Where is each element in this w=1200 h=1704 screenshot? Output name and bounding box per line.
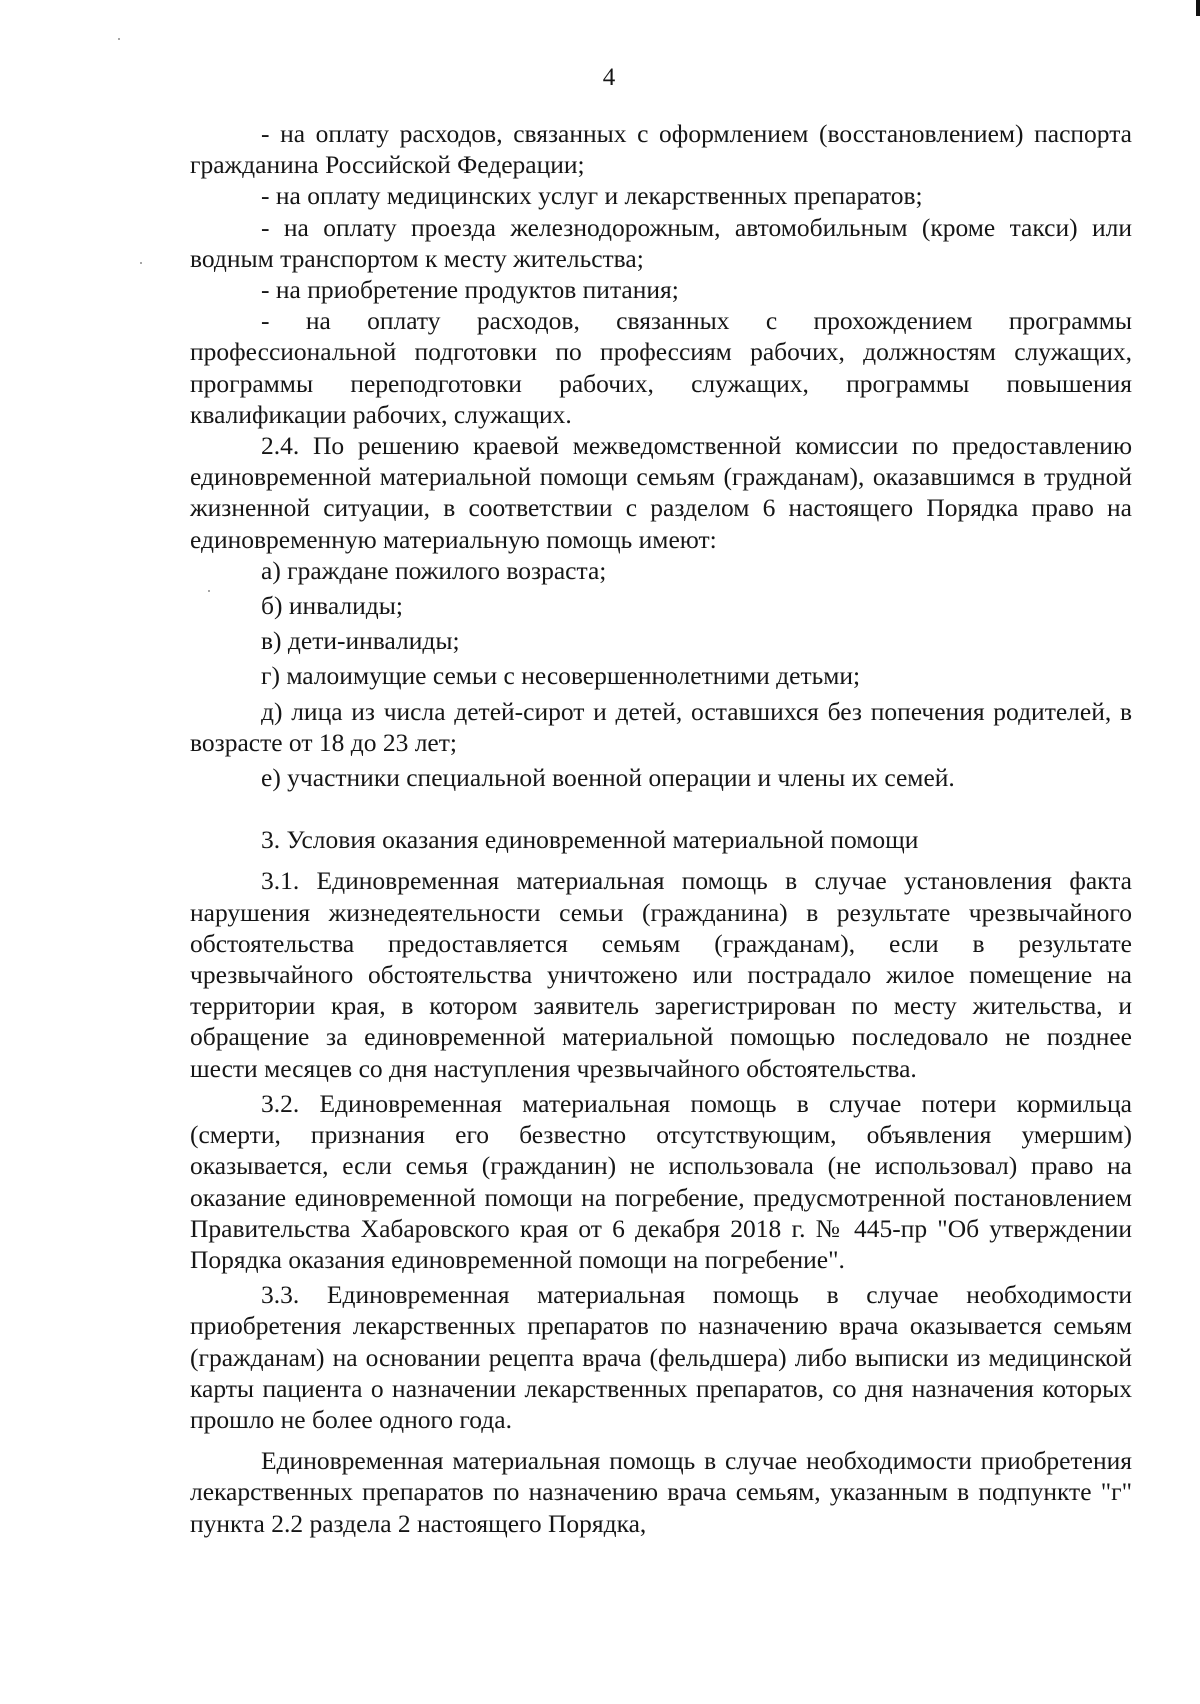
paragraph-3-3: 3.3. Единовременная материальная помощь в случае необходимости приобретения лекарственных препаратов по назначению врача оказывается семьям (гражданам) на основании рецепта врача (фельдшера) либо выписки из медицинской карты пациента о назначении лекарственных препаратов, со дня назначения которых прошло не более одного года. — [190, 1280, 1132, 1434]
list-item-b-disabled: б) инвалиды; — [261, 591, 403, 621]
list-item-a-elderly: а) граждане пожилого возраста; — [261, 555, 607, 585]
list-item-medical-services: - на оплату медицинских услуг и лекарственных препаратов; — [261, 181, 923, 211]
list-item-v-disabled-children: в) дети-инвалиды; — [261, 626, 460, 656]
section-heading-3: 3. Условия оказания единовременной материальной помощи — [261, 825, 919, 855]
list-item-passport-expenses: - на оплату расходов, связанных с оформлением (восстановлением) паспорта гражданина Российской Федерации; — [190, 119, 1132, 180]
paragraph-2-4: 2.4. По решению краевой межведомственной комиссии по предоставлению единовременной материальной помощи семьям (гражданам), оказавшимся в трудной жизненной ситуации, в соответствии с разделом 6 настоящего Порядка право на единовременную материальную помощь имеют: — [190, 431, 1132, 554]
list-item-food-purchase: - на приобретение продуктов питания; — [261, 275, 679, 305]
list-item-g-low-income-families: г) малоимущие семьи с несовершеннолетними детьми; — [261, 661, 861, 691]
document-body — [190, 118, 1132, 1539]
list-item-d-orphans: д) лица из числа детей-сирот и детей, оставшихся без попечения родителей, в возрасте от 18 до 23 лет; — [190, 696, 1132, 757]
list-item-travel-expenses: - на оплату проезда железнодорожным, автомобильным (кроме такси) или водным транспортом к месту жительства; — [190, 212, 1132, 273]
paragraph-3-2: 3.2. Единовременная материальная помощь в случае потери кормильца (смерти, признания его безвестно отсутствующим, объявления умершим) оказывается, если семья (гражданин) не использовала (не использовал) право на оказание единовременной помощи на погребение, предусмотренной постановлением Правительства Хабаровского края от 6 декабря 2018 г. № 445-пр "Об утверждении Порядка оказания единовременной помощи на погребение". — [190, 1088, 1132, 1274]
list-item-e-military-participants: е) участники специальной военной операции и члены их семей. — [261, 763, 955, 793]
scan-speck — [118, 38, 120, 40]
paragraph-continuation: Единовременная материальная помощь в случае необходимости приобретения лекарственных препаратов по назначению врача семьям, указанным в подпункте "г" пункта 2.2 раздела 2 настоящего Порядка, — [190, 1446, 1132, 1538]
page-number: 4 — [602, 64, 616, 91]
scan-speck — [140, 262, 142, 264]
list-item-training-expenses: - на оплату расходов, связанных с прохождением программы профессиональной подготовки по профессиям рабочих, должностям служащих, программы переподготовки рабочих, служащих, программы повышения квалификации рабочих, служащих. — [190, 306, 1132, 429]
scan-edge-mark — [1196, 0, 1200, 16]
paragraph-3-1: 3.1. Единовременная материальная помощь в случае установления факта нарушения жизнедеятельности семьи (гражданина) в результате чрезвычайного обстоятельства предоставляется семьям (гражданам), если в результате чрезвычайного обстоятельства уничтожено или пострадало жилое помещение на территории края, в котором заявитель зарегистрирован по месту жительства, и обращение за единовременной материальной помощью последовало не позднее шести месяцев со дня наступления чрезвычайного обстоятельства. — [190, 866, 1132, 1083]
